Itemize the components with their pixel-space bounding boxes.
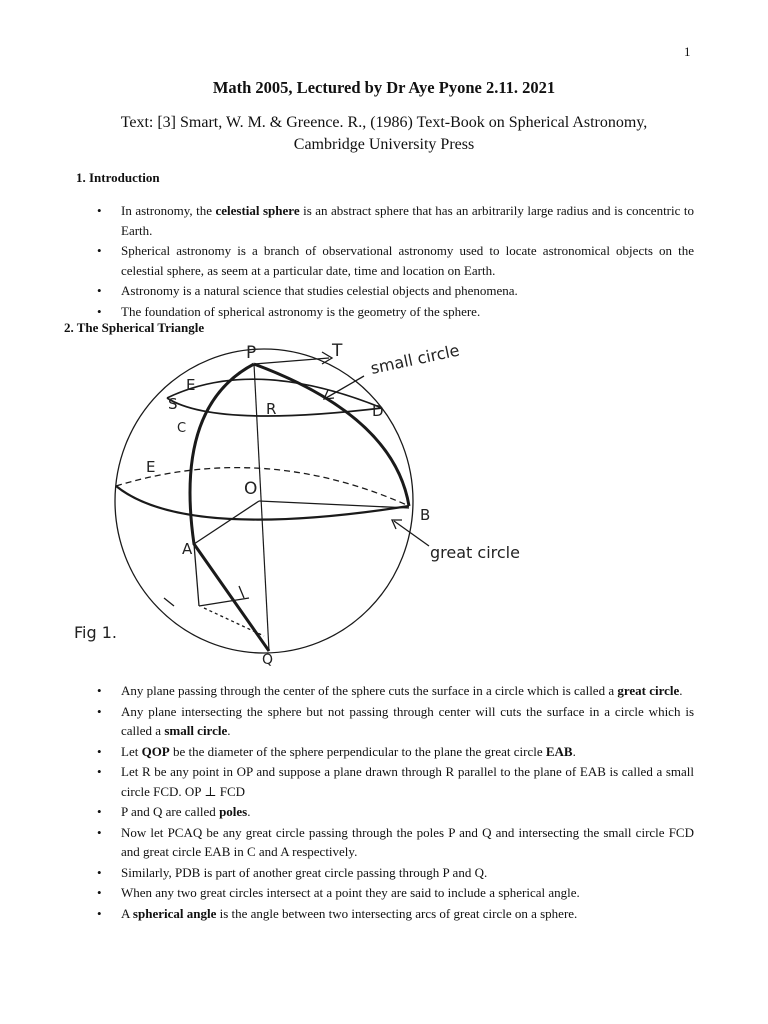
label-small-circle: small circle — [368, 340, 462, 378]
list-item: • Any plane intersecting the sphere but not passing through center will cuts the surface in a circle which is called a small circle. — [94, 702, 694, 741]
subtitle-line-2: Cambridge University Press — [293, 136, 475, 153]
label-E-top: E — [186, 376, 196, 394]
label-T: T — [332, 341, 343, 361]
list-item: • Astronomy is a natural science that studies celestial objects and phenomena. — [94, 281, 694, 301]
list-item: • Similarly, PDB is part of another great circle passing through P and Q. — [94, 863, 694, 883]
list-item: • Let R be any point in OP and suppose a plane drawn through R parallel to the plane of EAB is called a small circle FCD. OP ⊥ FCD — [94, 762, 694, 801]
label-S: S — [168, 395, 178, 413]
label-D: D — [372, 402, 384, 420]
subtitle — [60, 112, 708, 156]
section-1-heading: 1. Introduction — [76, 170, 160, 185]
label-A: A — [182, 540, 193, 558]
dashed-construction — [204, 608, 264, 636]
list-item: • In astronomy, the celestial sphere is an abstract sphere that has an arbitrarily large radius and is concentric to Earth. — [94, 201, 694, 240]
label-C: C — [177, 421, 187, 436]
great-circle-back — [116, 468, 409, 506]
bottom-arrow-2 — [239, 586, 244, 598]
meridian-pcaq — [190, 364, 269, 651]
label-P: P — [246, 343, 257, 363]
list-item: • Any plane passing through the center of the sphere cuts the surface in a circle which is called a great circle. — [94, 681, 694, 701]
spherical-triangle-bullet-list — [94, 681, 694, 924]
label-Q: Q — [262, 652, 274, 666]
tangent-line — [254, 358, 329, 364]
meridian-pdb — [254, 364, 409, 506]
list-item: • Now let PCAQ be any great circle passing through the poles P and Q and intersecting the small circle FCD and great circle EAB in C and A respectively. — [94, 823, 694, 862]
label-B: B — [420, 506, 431, 524]
great-circle-arrowhead — [392, 520, 402, 529]
list-item: • The foundation of spherical astronomy is the geometry of the sphere. — [94, 302, 694, 322]
tangent-line-lower — [194, 544, 199, 606]
list-item: • When any two great circles intersect at a point they are said to include a spherical angle. — [94, 883, 694, 903]
radius-oa — [194, 501, 259, 544]
list-item: • Let QOP be the diameter of the sphere perpendicular to the plane the great circle EAB. — [94, 742, 694, 762]
radius-ob — [259, 501, 409, 508]
spherical-triangle-figure — [64, 336, 584, 666]
tangent-line-lower-2 — [199, 598, 249, 606]
list-item: • A spherical angle is the angle between two intersecting arcs of great circle on a sphere. — [94, 904, 694, 924]
label-great-circle: great circle — [430, 543, 520, 562]
page-title: Math 2005, Lectured by Dr Aye Pyone 2.11. 2021 — [212, 78, 556, 97]
list-item: • Spherical astronomy is a branch of observational astronomy used to locate astronomical objects on the celestial sphere, as seem at a particular date, time and location on Earth. — [94, 241, 694, 280]
label-fig: Fig 1. — [74, 623, 117, 642]
label-E-mid: E — [146, 458, 156, 476]
bottom-arrow — [164, 598, 174, 606]
label-R: R — [266, 400, 277, 418]
subtitle-line-1: Text: [3] Smart, W. M. & Greence. R., (1986) Text-Book on Spherical Astronomy, — [120, 114, 648, 131]
great-circle-front — [116, 486, 409, 520]
list-item: • P and Q are called poles. — [94, 802, 694, 822]
page-number: 1 — [684, 44, 691, 59]
section-2-heading: 2. The Spherical Triangle — [64, 320, 205, 335]
label-O: O — [244, 479, 258, 499]
intro-bullet-list — [94, 201, 694, 322]
